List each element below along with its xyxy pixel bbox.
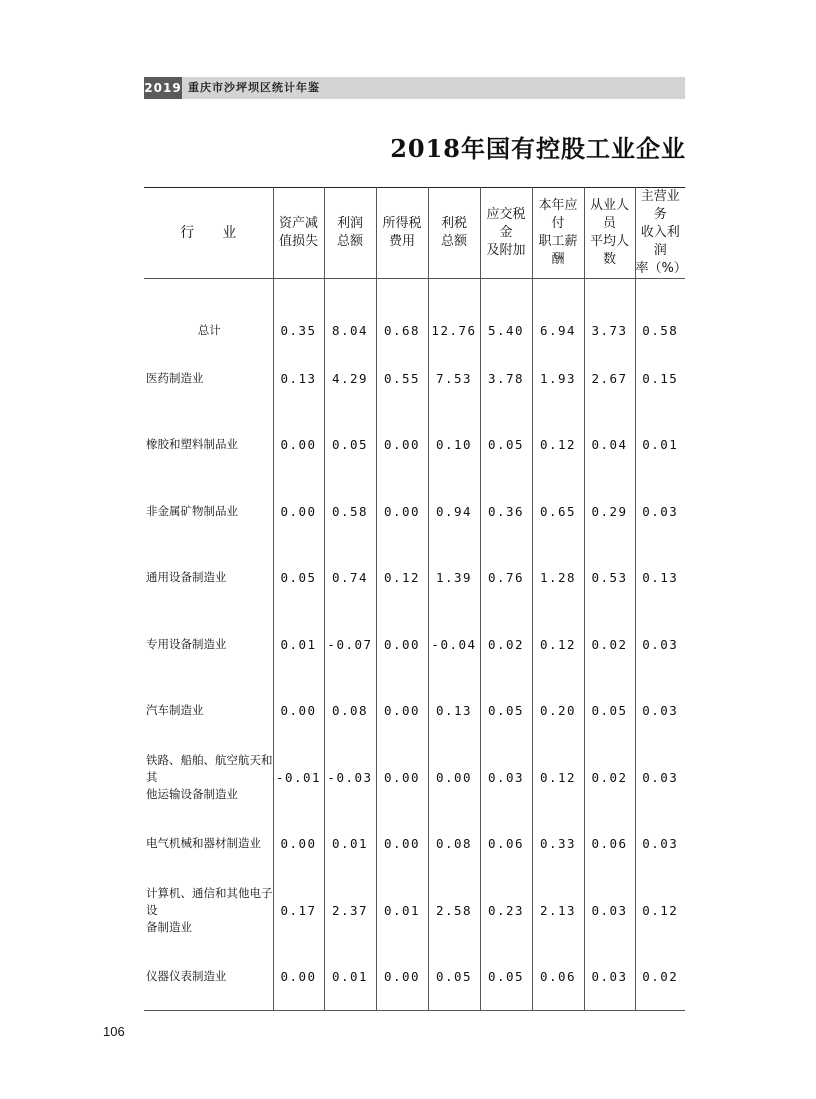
table-cell: 0.03	[480, 744, 532, 811]
table-cell: 0.33	[532, 811, 584, 878]
column-header-line: 主营业务	[640, 189, 680, 222]
header-year: 2019	[144, 77, 182, 99]
table-cell: 0.65	[532, 478, 584, 545]
table-cell: 0.06	[584, 811, 635, 878]
column-header-line: 应交税金	[486, 207, 526, 240]
data-table	[144, 187, 685, 1011]
table-cell: 0.05	[273, 545, 324, 612]
table-body	[144, 279, 685, 1011]
table-cell: 0.13	[635, 545, 685, 612]
table-cell: 0.00	[376, 944, 428, 1011]
table-cell: 0.23	[480, 877, 532, 944]
row-label-line: 计算机、通信和其他电子设	[146, 885, 273, 917]
table-cell: 6.94	[532, 279, 584, 346]
table-header-row	[144, 188, 685, 279]
running-header	[144, 77, 685, 99]
row-label: 汽车制造业	[146, 703, 204, 718]
table-cell: 0.36	[480, 478, 532, 545]
column-header-line: 利润	[336, 216, 363, 231]
table-cell: 0.10	[428, 412, 480, 479]
table-cell: 0.02	[480, 611, 532, 678]
table-cell: 0.03	[635, 678, 685, 745]
column-header-line: 利税	[440, 216, 467, 231]
table-row	[144, 678, 685, 745]
table-cell: 0.08	[324, 678, 376, 745]
table-cell: 0.02	[584, 744, 635, 811]
table-cell: 0.03	[584, 877, 635, 944]
header-book-title: 重庆市沙坪坝区统计年鉴	[188, 81, 320, 94]
row-label: 橡胶和塑料制品业	[146, 437, 238, 452]
table-cell: 0.00	[376, 811, 428, 878]
table-cell: 0.55	[376, 345, 428, 412]
table-cell: 0.05	[324, 412, 376, 479]
table-cell: 0.12	[532, 744, 584, 811]
column-header-text: 业	[222, 225, 237, 241]
table-cell: 0.15	[635, 345, 685, 412]
table-cell: 0.74	[324, 545, 376, 612]
column-header	[635, 188, 685, 279]
table-cell: 8.04	[324, 279, 376, 346]
table-cell: 0.03	[584, 944, 635, 1011]
row-label-line: 铁路、船舶、航空航天和其	[146, 752, 273, 784]
column-header-line: 平均人数	[589, 234, 629, 267]
table-cell: 0.13	[273, 345, 324, 412]
table-cell: 0.01	[324, 944, 376, 1011]
table-cell: -0.03	[324, 744, 376, 811]
row-label: 通用设备制造业	[146, 570, 227, 585]
row-label: 非金属矿物制品业	[146, 503, 238, 518]
table-cell: 0.03	[635, 744, 685, 811]
table-cell: 7.53	[428, 345, 480, 412]
data-table-container	[144, 187, 685, 1011]
table-cell: 4.29	[324, 345, 376, 412]
row-label: 医药制造业	[146, 370, 204, 385]
column-header	[428, 188, 480, 279]
table-cell: 0.02	[584, 611, 635, 678]
table-cell: 2.13	[532, 877, 584, 944]
row-label	[144, 877, 273, 944]
table-row	[144, 345, 685, 412]
table-cell: 0.05	[584, 678, 635, 745]
column-header-line: 从业人员	[589, 198, 629, 231]
row-label-line: 备制造业	[146, 919, 192, 934]
table-cell: 2.58	[428, 877, 480, 944]
table-cell: 0.68	[376, 279, 428, 346]
table-cell: 1.39	[428, 545, 480, 612]
table-cell: 0.05	[480, 412, 532, 479]
table-cell: 0.00	[376, 412, 428, 479]
table-cell: 5.40	[480, 279, 532, 346]
table-cell: 0.00	[376, 611, 428, 678]
table-cell: 0.00	[273, 678, 324, 745]
table-cell: 0.13	[428, 678, 480, 745]
table-cell: 2.37	[324, 877, 376, 944]
column-header	[584, 188, 635, 279]
table-cell: 0.04	[584, 412, 635, 479]
table-cell: 0.00	[273, 478, 324, 545]
table-cell: 0.00	[273, 944, 324, 1011]
table-cell: 12.76	[428, 279, 480, 346]
table-cell: 0.12	[376, 545, 428, 612]
table-cell: -0.07	[324, 611, 376, 678]
table-cell: 0.01	[273, 611, 324, 678]
column-header-line: 收入利润	[640, 225, 680, 258]
column-header-line: 总额	[440, 234, 467, 249]
table-cell: 0.58	[324, 478, 376, 545]
column-header-line: 及附加	[486, 243, 526, 258]
table-cell: 0.00	[273, 811, 324, 878]
table-cell: 1.28	[532, 545, 584, 612]
table-cell: 0.35	[273, 279, 324, 346]
table-cell: 3.78	[480, 345, 532, 412]
column-header-line: 总额	[336, 234, 363, 249]
column-header-line: 资产减	[278, 216, 318, 231]
table-cell: 0.00	[376, 744, 428, 811]
table-cell: 0.00	[376, 678, 428, 745]
table-cell: 0.03	[635, 611, 685, 678]
table-cell: 0.12	[635, 877, 685, 944]
row-label: 专用设备制造业	[146, 636, 227, 651]
row-label: 电气机械和器材制造业	[146, 836, 261, 851]
column-header-line: 值损失	[278, 234, 318, 249]
table-cell: 0.08	[428, 811, 480, 878]
table-cell: 0.00	[273, 412, 324, 479]
table-cell: 0.05	[480, 944, 532, 1011]
table-cell: 0.03	[635, 811, 685, 878]
table-cell: 0.12	[532, 412, 584, 479]
table-cell: 0.01	[635, 412, 685, 479]
table-cell: 0.12	[532, 611, 584, 678]
table-cell: 0.05	[480, 678, 532, 745]
table-cell: 0.94	[428, 478, 480, 545]
column-header-line: 职工薪酬	[538, 234, 578, 267]
table-row	[144, 279, 685, 346]
table-cell: 0.17	[273, 877, 324, 944]
table-cell: 0.01	[376, 877, 428, 944]
table-cell: 0.06	[480, 811, 532, 878]
table-row	[144, 744, 685, 811]
row-label-line: 他运输设备制造业	[146, 786, 238, 801]
row-label: 仪器仪表制造业	[146, 969, 227, 983]
table-cell: 0.06	[532, 944, 584, 1011]
column-header	[376, 188, 428, 279]
page-number: 106	[103, 1024, 125, 1039]
table-cell: 2.67	[584, 345, 635, 412]
table-row	[144, 877, 685, 944]
table-cell: 0.00	[376, 478, 428, 545]
table-row	[144, 412, 685, 479]
column-header	[480, 188, 532, 279]
table-row	[144, 811, 685, 878]
page-title: 2018年国有控股工业企业	[390, 134, 686, 163]
table-cell: -0.01	[273, 744, 324, 811]
column-header-line: 所得税	[382, 216, 422, 231]
table-cell: 0.01	[324, 811, 376, 878]
table-cell: 0.00	[428, 744, 480, 811]
table-cell: 0.29	[584, 478, 635, 545]
table-cell: 0.02	[635, 944, 685, 1011]
column-header-line: 率（%）	[635, 261, 687, 276]
table-row	[144, 478, 685, 545]
table-cell: 0.20	[532, 678, 584, 745]
column-header-text: 行	[180, 225, 195, 241]
row-label: 总计	[197, 322, 221, 337]
table-cell: -0.04	[428, 611, 480, 678]
table-cell: 0.53	[584, 545, 635, 612]
table-row	[144, 545, 685, 612]
column-header	[273, 188, 324, 279]
table-row	[144, 944, 685, 1011]
table-cell: 0.76	[480, 545, 532, 612]
column-header	[324, 188, 376, 279]
column-header-industry	[144, 188, 273, 279]
table-cell: 1.93	[532, 345, 584, 412]
table-cell: 3.73	[584, 279, 635, 346]
table-cell: 0.05	[428, 944, 480, 1011]
column-header-line: 费用	[388, 234, 415, 249]
table-cell: 0.58	[635, 279, 685, 346]
table-cell: 0.03	[635, 478, 685, 545]
row-label	[144, 744, 273, 811]
column-header	[532, 188, 584, 279]
column-header-line: 本年应付	[538, 198, 578, 231]
table-row	[144, 611, 685, 678]
